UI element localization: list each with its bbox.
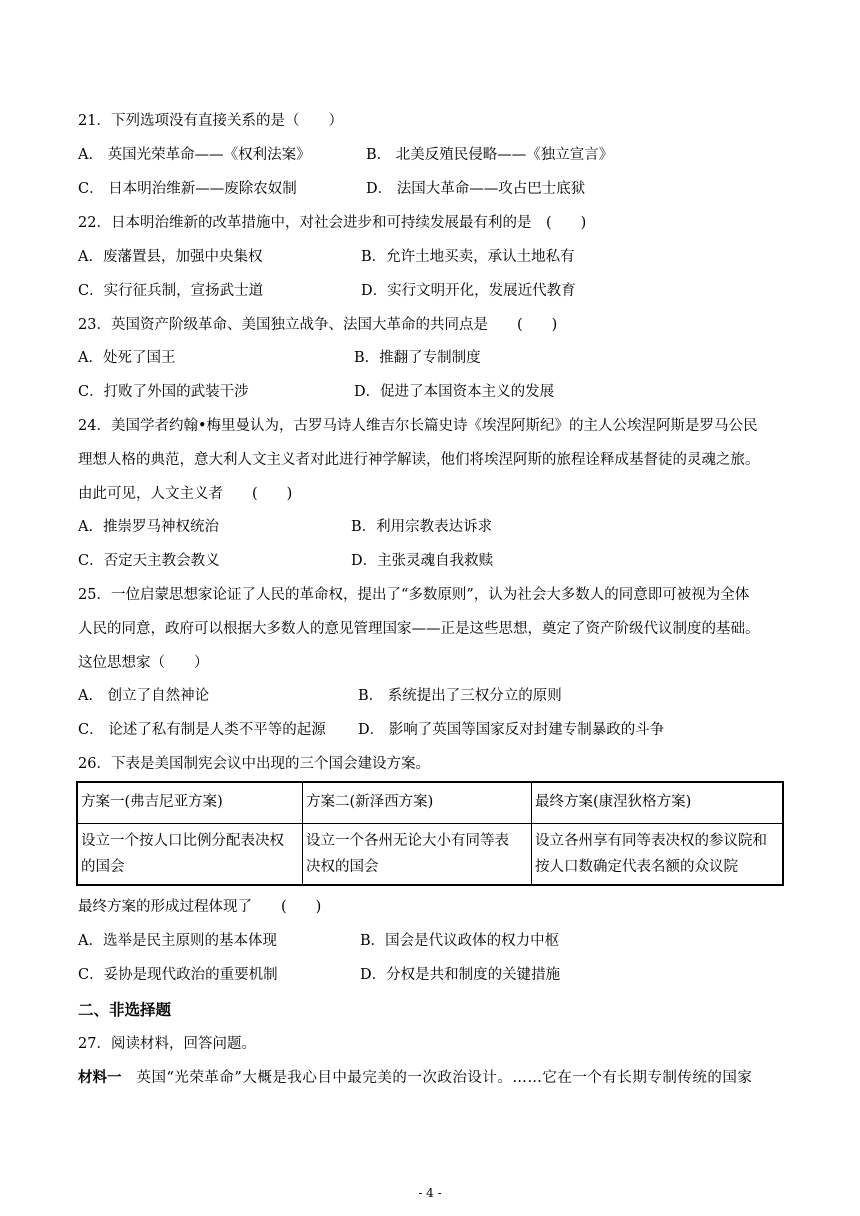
table-row	[77, 824, 783, 886]
q25-option-c: C． 论述了私有制是人类不平等的起源	[78, 722, 326, 738]
q25-stem-line1: 25．一位启蒙思想家论证了人民的革命权，提出了“多数原则”，认为社会大多数人的同意即可被视为全体	[78, 587, 750, 603]
q21-option-d: D． 法国大革命——攻占巴士底狱	[366, 181, 586, 197]
q24-stem-line1: 24．美国学者约翰•梅里曼认为，古罗马诗人维吉尔长篇史诗《埃涅阿斯纪》的主人公埃涅阿斯是罗马公民	[78, 418, 758, 434]
q24-option-c: C．否定天主教会教义	[78, 553, 220, 569]
table-cell-line: 设立一个各州无论大小有同等表	[306, 833, 509, 849]
table-cell-line: 设立一个按人口比例分配表决权	[81, 833, 284, 849]
q24-stem-line2: 理想人格的典范，意大利人文主义者对此进行神学解读，他们将埃涅阿斯的旅程诠释成基督徒的灵魂之旅。	[78, 452, 760, 468]
q22-stem: 22．日本明治维新的改革措施中，对社会进步和可持续发展最有利的是 ( )	[78, 215, 587, 231]
table-header-row	[77, 782, 783, 824]
q25-option-a: A． 创立了自然神论	[78, 688, 210, 704]
material-one-line	[78, 1068, 752, 1088]
q26-plans-table	[76, 781, 784, 886]
q26-option-d: D．分权是共和制度的关键措施	[360, 967, 561, 983]
q25-option-b: B． 系统提出了三权分立的原则	[358, 688, 562, 704]
q22-option-a: A．废藩置县，加强中央集权	[78, 249, 263, 265]
table-cell-line: 的国会	[81, 859, 125, 875]
q22-option-b: B．允许土地买卖，承认土地私有	[361, 249, 575, 265]
q23-option-c: C．打败了外国的武装干涉	[78, 384, 249, 400]
q25-stem-line3: 这位思想家（ ）	[78, 655, 209, 671]
table-header-cell: 方案二(新泽西方案)	[303, 782, 532, 824]
q21-stem: 21．下列选项没有直接关系的是（ ）	[78, 113, 343, 129]
q26-stem: 26．下表是美国制宪会议中出现的三个国会建设方案。	[78, 756, 430, 772]
table-header-cell: 最终方案(康涅狄格方案)	[532, 782, 784, 824]
q24-option-a: A．推崇罗马神权统治	[78, 519, 219, 535]
q26-option-c: C．妥协是现代政治的重要机制	[78, 967, 278, 983]
q26-after-table: 最终方案的形成过程体现了 ( )	[78, 899, 322, 915]
table-cell-line: 决权的国会	[306, 859, 379, 875]
page-number: - 4 -	[418, 1186, 442, 1200]
q23-option-a: A．处死了国王	[78, 350, 176, 366]
q21-option-b: B． 北美反殖民侵略——《独立宣言》	[366, 147, 614, 163]
table-cell-line: 设立各州享有同等表决权的参议院和	[535, 833, 767, 849]
q22-option-d: D．实行文明开化，发展近代教育	[361, 283, 576, 299]
table-cell-line: 按人口数确定代表名额的众议院	[535, 859, 738, 875]
q26-option-b: B．国会是代议政体的权力中枢	[360, 933, 560, 949]
material-text: 英国“光荣革命”大概是我心目中最完美的一次政治设计。……它在一个有长期专制传统的国家	[121, 1070, 753, 1086]
q24-option-d: D．主张灵魂自我救赎	[351, 553, 494, 569]
table-cell	[77, 824, 303, 886]
q27-stem: 27．阅读材料，回答问题。	[78, 1036, 256, 1052]
q26-option-a: A．选举是民主原则的基本体现	[78, 933, 277, 949]
table-header-cell: 方案一(弗吉尼亚方案)	[77, 782, 303, 824]
q23-stem: 23．英国资产阶级革命、美国独立战争、法国大革命的共同点是 ( )	[78, 317, 558, 333]
q21-option-a: A． 英国光荣革命——《权利法案》	[78, 147, 311, 163]
q24-option-b: B．利用宗教表达诉求	[351, 519, 493, 535]
table-cell	[532, 824, 784, 886]
material-label: 材料一	[78, 1070, 122, 1086]
section-title: 二、非选择题	[78, 1001, 172, 1019]
q23-option-b: B．推翻了专制制度	[354, 350, 481, 366]
table-cell	[303, 824, 532, 886]
q25-stem-line2: 人民的同意，政府可以根据大多数人的意见管理国家——正是这些思想，奠定了资产阶级代议制度的基础。	[78, 621, 760, 637]
q21-option-c: C． 日本明治维新——废除农奴制	[78, 181, 297, 197]
q25-option-d: D． 影响了英国等国家反对封建专制暴政的斗争	[358, 722, 665, 738]
q24-stem-line3: 由此可见，人文主义者 ( )	[78, 486, 293, 502]
q23-option-d: D．促进了本国资本主义的发展	[354, 384, 555, 400]
q22-option-c: C．实行征兵制，宣扬武士道	[78, 283, 264, 299]
